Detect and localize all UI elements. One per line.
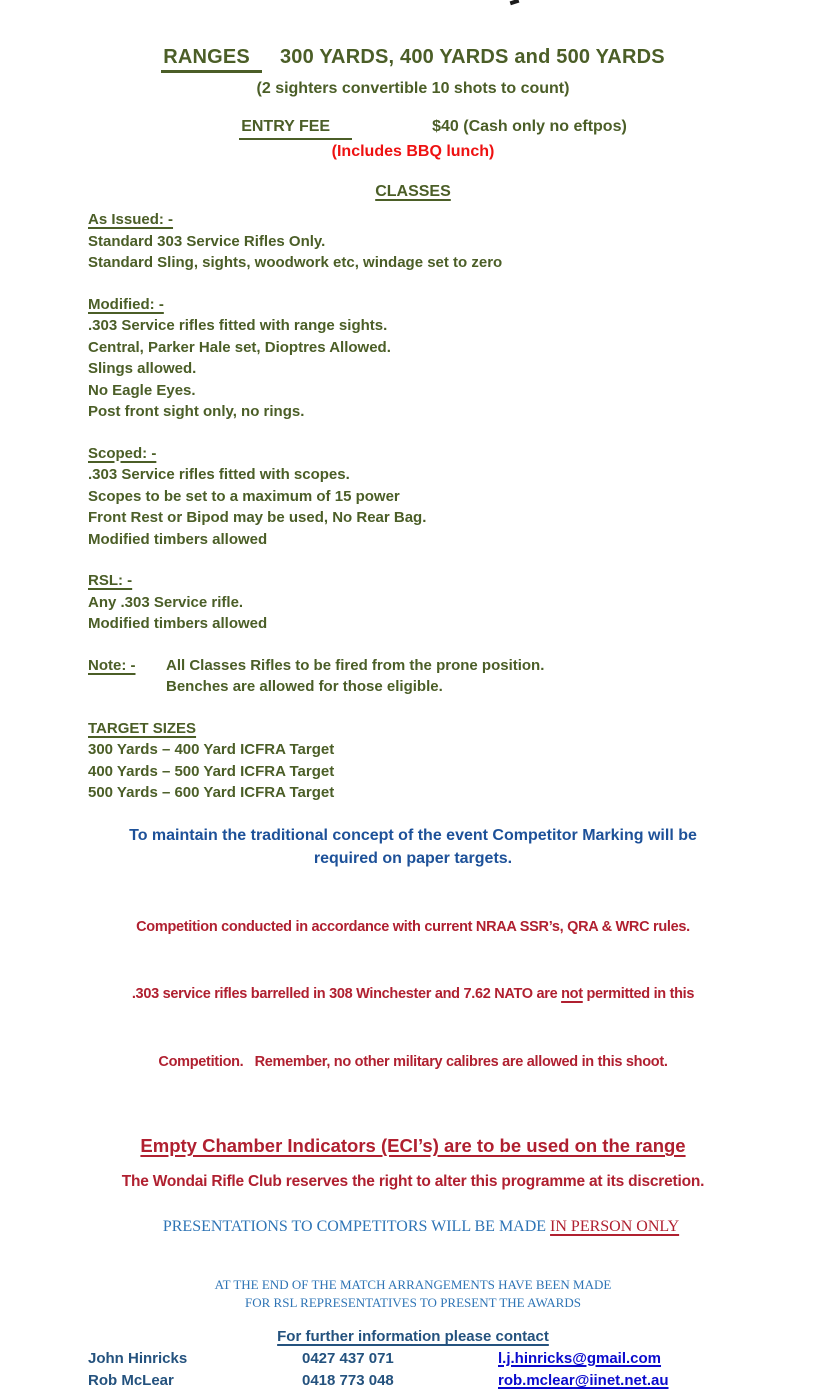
competitor-marking-notice: To maintain the traditional concept of the event Competitor Marking will be required on paper targets.: [129, 826, 697, 867]
sighters-note: (2 sighters convertible 10 shots to count): [256, 80, 570, 97]
ranges-value: 300 YARDS, 400 YARDS and 500 YARDS: [279, 46, 665, 68]
target-sizes-heading: TARGET SIZES: [88, 719, 197, 737]
entry-fee-includes: (Includes BBQ lunch): [331, 143, 495, 160]
class-rule-line: No Eagle Eyes.: [88, 381, 196, 399]
class-rule-line: Modified timbers allowed: [88, 530, 268, 548]
class-rule-line: Post front sight only, no rings.: [88, 403, 305, 420]
in-person-only-emphasis: IN PERSON ONLY: [550, 1218, 680, 1235]
entry-fee-value: $40 (Cash only no eftpos): [432, 118, 627, 135]
entry-fee-label: ENTRY FEE: [239, 116, 352, 140]
eci-notice: Empty Chamber Indicators (ECI’s) are to be used on the range: [140, 1135, 686, 1156]
contact-heading: For further information please contact: [277, 1328, 549, 1345]
class-rule-line: Modified timbers allowed: [88, 615, 268, 632]
contact-phone: 0418 773 048: [302, 1372, 394, 1389]
ranges-label: RANGES: [161, 46, 262, 73]
contact-row: [88, 1370, 738, 1392]
not-emphasis: not: [561, 986, 583, 1002]
class-rule-line: Front Rest or Bipod may be used, No Rear Bag.: [88, 509, 427, 526]
entry-fee-line: [108, 115, 758, 140]
class-rule-line: .303 Service rifles fitted with scopes.: [88, 466, 350, 483]
class-rule-line: Standard 303 Service Rifles Only.: [88, 232, 326, 250]
class-rule-line: Central, Parker Hale set, Dioptres Allowed.: [88, 338, 391, 356]
class-rule-line: Standard Sling, sights, woodwork etc, windage set to zero: [88, 254, 503, 271]
class-group-heading: Scoped: -: [88, 444, 157, 462]
target-size-line: 400 Yards – 500 Yard ICFRA Target: [88, 762, 335, 780]
contact-phone: 0427 437 071: [302, 1350, 394, 1367]
awards-notice: AT THE END OF THE MATCH ARRANGEMENTS HAVE BEEN MADE FOR RSL REPRESENTATIVES TO PRESENT THE AWARDS: [214, 1277, 612, 1310]
contact-row: [88, 1348, 738, 1370]
note-line: Benches are allowed for those eligible.: [166, 678, 443, 695]
page-title: [88, 44, 738, 73]
note-lines: [166, 655, 544, 698]
target-size-line: 500 Yards – 600 Yard ICFRA Target: [88, 784, 335, 801]
class-rule-line: .303 Service rifles fitted with range sights.: [88, 317, 388, 334]
discretion-notice: The Wondai Rifle Club reserves the right to alter this programme at its discretion.: [121, 1173, 705, 1190]
contact-email-link[interactable]: rob.mclear@iinet.net.au: [498, 1372, 669, 1389]
class-rule-line: Slings allowed.: [88, 360, 197, 377]
contact-email-link[interactable]: l.j.hinricks@gmail.com: [498, 1350, 662, 1367]
note-line: All Classes Rifles to be fired from the prone position.: [166, 656, 545, 674]
calibre-line: .303 service rifles barrelled in 308 Winchester and 7.62 NATO are not permitted in this: [131, 986, 695, 1002]
note-label: Note: -: [88, 656, 136, 674]
class-group-scoped: [88, 443, 738, 551]
class-group-heading: Modified: -: [88, 295, 164, 313]
rules-line: Competition conducted in accordance with current NRAA SSR’s, QRA & WRC rules.: [136, 918, 690, 935]
page-edge-artifact: [510, 0, 520, 5]
class-rule-line: Any .303 Service rifle.: [88, 593, 244, 611]
presentations-notice: PRESENTATIONS TO COMPETITORS WILL BE MADE IN PERSON ONLY: [162, 1218, 680, 1235]
classes-body: [88, 209, 738, 804]
class-group-heading: As Issued: -: [88, 211, 174, 228]
classes-heading: CLASSES: [375, 183, 451, 200]
class-group-modified: [88, 294, 738, 423]
class-group-heading: RSL: -: [88, 572, 133, 589]
contact-name: John Hinricks: [88, 1350, 188, 1367]
class-group-as-issued: [88, 209, 738, 274]
contact-name: Rob McLear: [88, 1372, 174, 1389]
note-section: [88, 655, 738, 698]
target-sizes-section: [88, 718, 738, 804]
class-group-rsl: [88, 570, 738, 635]
rules-notice: [88, 871, 738, 1119]
class-rule-line: Scopes to be set to a maximum of 15 power: [88, 487, 400, 505]
calibre-line2: Competition. Remember, no other military calibres are allowed in this shoot.: [158, 1053, 668, 1070]
target-size-line: 300 Yards – 400 Yard ICFRA Target: [88, 741, 335, 758]
